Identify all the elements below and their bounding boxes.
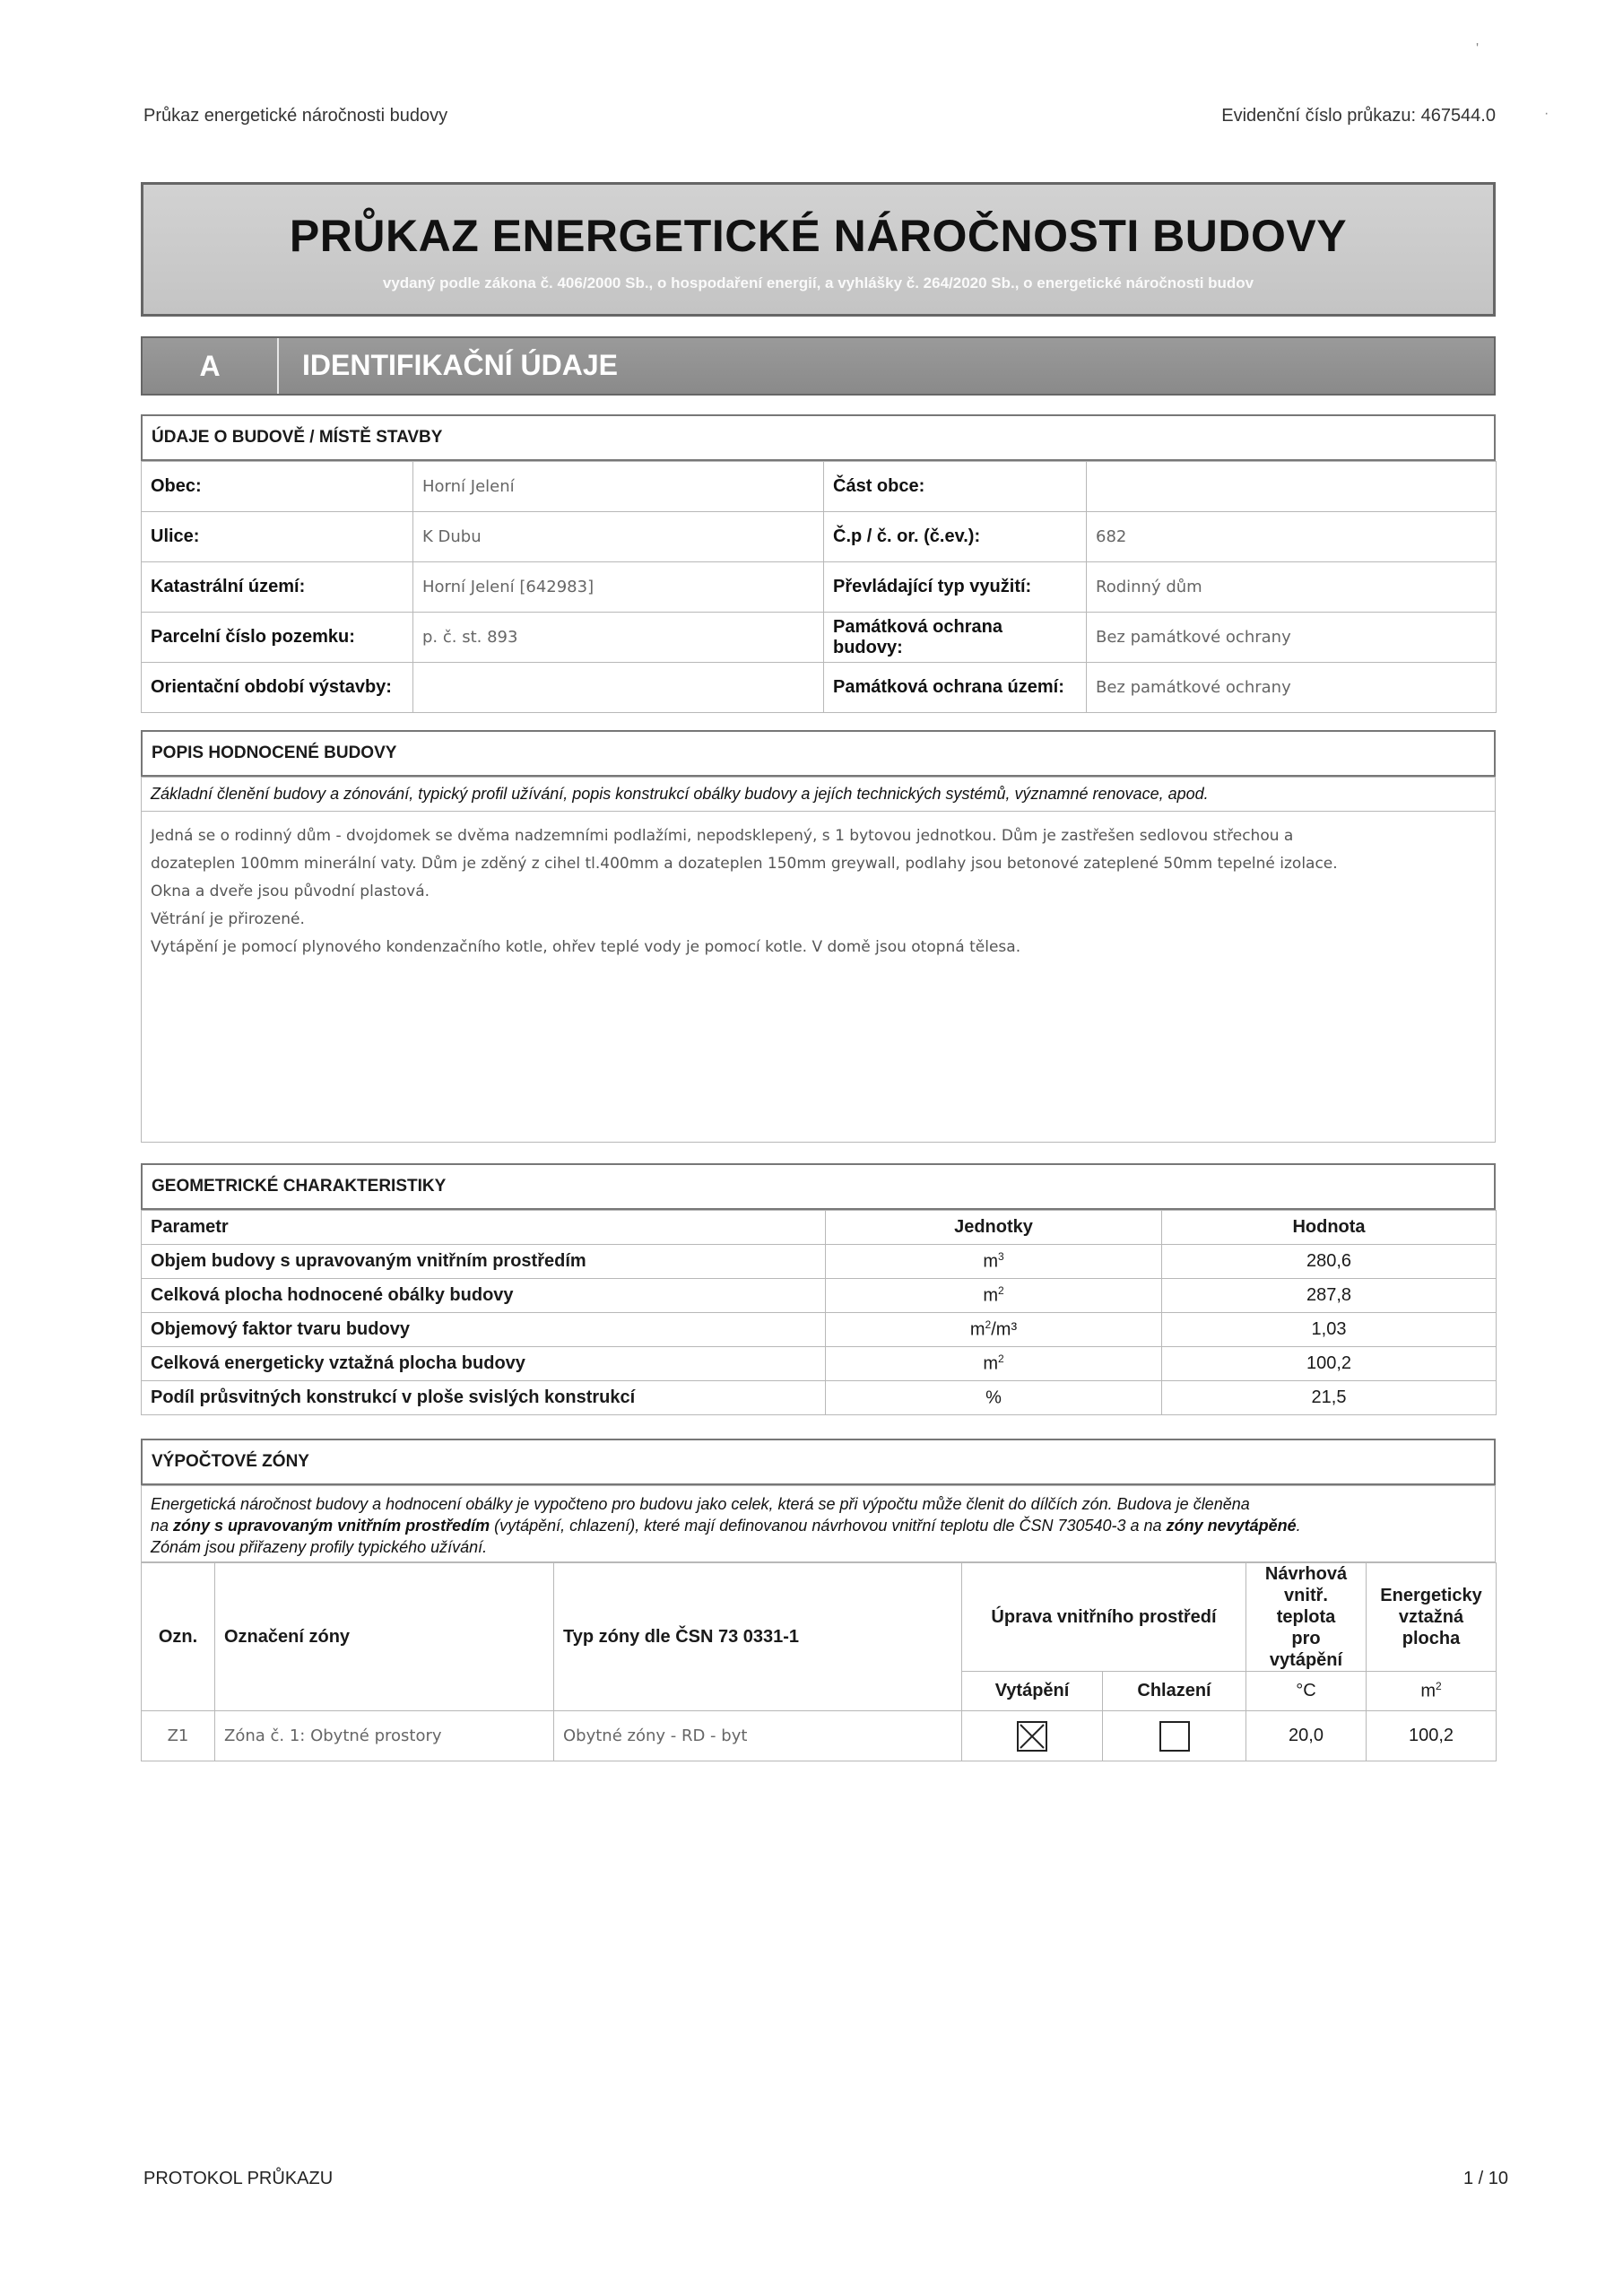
value-building-protection: Bez památkové ochrany [1087,613,1497,663]
table-row [142,663,1497,713]
description-text [142,812,1495,972]
parameter-value: 21,5 [1162,1381,1497,1415]
table-row [142,1245,1497,1279]
cooling-cell [1103,1711,1246,1761]
value-district [1087,462,1497,512]
parameter-unit: $m^3$ [826,1245,1162,1279]
label-district: Část obce: [824,462,1087,512]
geometry-table [141,1210,1497,1415]
parameter-value: 280,6 [1162,1245,1497,1279]
column-header: Jednotky [826,1211,1162,1245]
zones-intro-line: na zóny s upravovaným vnitřním prostředím (vytápění, chlazení), které mají definovanou návrhovou vnitřní teplotu dle ČSN 730540-3 a na zóny nevytápěné. [151,1517,1301,1535]
label-street: Ulice: [142,512,413,562]
section-a-banner [141,336,1496,396]
table-row [142,1279,1497,1313]
column-header-cooling: Chlazení [1103,1672,1246,1711]
column-header: Hodnota [1162,1211,1497,1245]
zones-intro-line: Energetická náročnost budovy a hodnocení obálky je vypočteno pro budovu jako celek, která se při výpočtu může členit do dílčích zón. Budova je členěna [151,1495,1250,1513]
document-subtitle: vydaný podle zákona č. 406/2000 Sb., o hospodaření energií, a vyhlášky č. 264/2020 Sb., o energetické náročnosti budov [382,274,1254,291]
description-heading: POPIS HODNOCENÉ BUDOVY [141,730,1496,777]
column-header-zone-type: Typ zóny dle ČSN 73 0331-1 [554,1563,962,1711]
zone-temperature: 20,0 [1246,1711,1367,1761]
description-line: Vytápění je pomocí plynového kondenzačního kotle, ohřev teplé vody je pomocí kotle. V domě jsou otopná tělesa. [151,938,1021,956]
column-header-ozn: Ozn. [142,1563,215,1711]
description-box [141,777,1496,1143]
document-header-title: Průkaz energetické náročnosti budovy [143,106,448,126]
value-cadastral-area: Horní Jelení [642983] [413,562,824,613]
label-construction-period: Orientační období výstavby: [142,663,413,713]
parameter-unit: % [826,1381,1162,1415]
table-row [142,512,1497,562]
description-line: dozateplen 100mm minerální vaty. Dům je zděný z cihel tl.400mm a dozateplen 150mm greywall, podlahy jsou betonové zateplené 50mm tepelné izolace. [151,855,1338,873]
label-house-number: Č.p / č. or. (č.ev.): [824,512,1087,562]
section-title: IDENTIFIKAČNÍ ÚDAJE [302,349,619,381]
table-row [142,562,1497,613]
zones-heading: VÝPOČTOVÉ ZÓNY [141,1439,1496,1485]
zone-area: 100,2 [1367,1711,1497,1761]
footer-label: PROTOKOL PRŮKAZU [143,2169,334,2188]
parameter-unit: $m^2/m^3$ [826,1313,1162,1347]
area-unit: $m^2$ [1367,1672,1497,1711]
description-line: Větrání je přirozené. [151,910,305,928]
value-street: K Dubu [413,512,824,562]
label-municipality: Obec: [142,462,413,512]
section-letter: A [143,338,279,394]
description-line: Okna a dveře jsou původní plastová. [151,883,430,900]
page-number: 1 / 10 [1462,2169,1508,2188]
parameter-value: 100,2 [1162,1347,1497,1381]
label-cadastral-area: Katastrální území: [142,562,413,613]
label-area-protection: Památková ochrana území: [824,663,1087,713]
table-header-row [142,1211,1497,1245]
parameter-unit: $m^2$ [826,1347,1162,1381]
label-usage-type: Převládající typ využití: [824,562,1087,613]
zone-type: Obytné zóny - RD - byt [554,1711,962,1761]
certificate-number: Evidenční číslo průkazu: 467544.0 [1221,106,1496,126]
building-info-heading: ÚDAJE O BUDOVĚ / MÍSTĚ STAVBY [141,414,1496,461]
column-header-heating: Vytápění [962,1672,1103,1711]
document-title: PRŮKAZ ENERGETICKÉ NÁROČNOSTI BUDOVY [289,211,1348,261]
parameter-name: Objemový faktor tvaru budovy [142,1313,826,1347]
geometry-heading: GEOMETRICKÉ CHARAKTERISTIKY [141,1163,1496,1210]
column-header-zone-name: Označení zóny [215,1563,554,1711]
table-row [142,462,1497,512]
value-municipality: Horní Jelení [413,462,824,512]
scan-mark: · [1544,106,1549,121]
description-intro: Základní členění budovy a zónování, typický profil užívání, popis konstrukcí obálky budovy a jejích technických systémů, významné renovace, apod. [142,778,1495,812]
value-parcel-number: p. č. st. 893 [413,613,824,663]
table-header-row [142,1563,1497,1672]
parameter-value: 287,8 [1162,1279,1497,1313]
zones-table [141,1562,1497,1761]
value-construction-period [413,663,824,713]
temperature-unit: °C [1246,1672,1367,1711]
column-header-temperature: Návrhová vnitř. teplota pro vytápění [1246,1563,1367,1672]
title-banner [141,182,1496,317]
parameter-name: Podíl průsvitných konstrukcí v ploše svislých konstrukcí [142,1381,826,1415]
table-row [142,1381,1497,1415]
parameter-unit: $m^2$ [826,1279,1162,1313]
parameter-name: Celková plocha hodnocené obálky budovy [142,1279,826,1313]
value-house-number: 682 [1087,512,1497,562]
column-header: Parametr [142,1211,826,1245]
table-row [142,1711,1497,1761]
zone-id: Z1 [142,1711,215,1761]
table-row [142,1347,1497,1381]
parameter-value: 1,03 [1162,1313,1497,1347]
zones-intro-line: Zónám jsou přiřazeny profily typického užívání. [151,1538,488,1556]
parameter-name: Objem budovy s upravovaným vnitřním prostředím [142,1245,826,1279]
building-info-table [141,461,1497,713]
column-header-environment: Úprava vnitřního prostředí [962,1563,1246,1672]
table-row [142,1313,1497,1347]
label-building-protection: Památková ochrana budovy: [824,613,1087,663]
heating-cell [962,1711,1103,1761]
value-usage-type: Rodinný dům [1087,562,1497,613]
heating-checkbox[interactable] [1017,1721,1047,1752]
label-parcel-number: Parcelní číslo pozemku: [142,613,413,663]
description-line: Jedná se o rodinný dům - dvojdomek se dvěma nadzemními podlažími, nepodsklepený, s 1 bytovou jednotkou. Dům je zastřešen sedlovou střechou a [151,827,1294,845]
value-area-protection: Bez památkové ochrany [1087,663,1497,713]
checkbox-cross-icon [1019,1723,1046,1750]
zones-intro [141,1485,1496,1562]
cooling-checkbox[interactable] [1159,1721,1190,1752]
parameter-name: Celková energeticky vztažná plocha budovy [142,1347,826,1381]
column-header-reference-area: Energeticky vztažná plocha [1367,1563,1497,1672]
zone-name: Zóna č. 1: Obytné prostory [215,1711,554,1761]
scan-mark: ' [1476,41,1480,57]
table-row [142,613,1497,663]
